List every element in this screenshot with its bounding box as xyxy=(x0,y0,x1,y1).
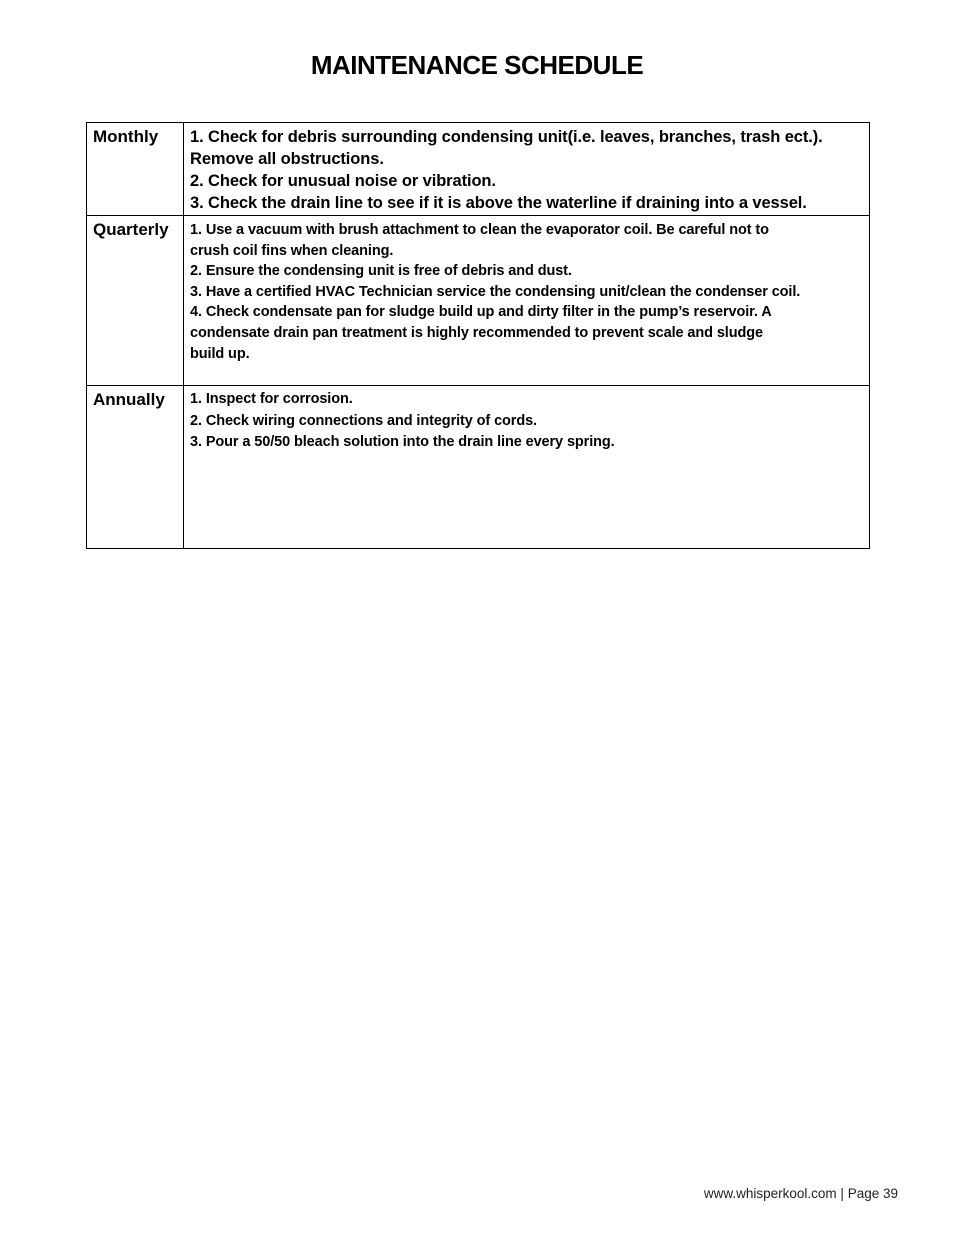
period-label-annually: Annually xyxy=(87,386,184,549)
task-list-monthly xyxy=(184,123,870,216)
period-label-quarterly: Quarterly xyxy=(87,216,184,386)
task-line: 1. Inspect for corrosion. xyxy=(190,391,353,407)
task-line: 2. Check for unusual noise or vibration. xyxy=(190,172,496,190)
maintenance-schedule-table xyxy=(86,122,870,549)
task-line: condensate drain pan treatment is highly recommended to prevent scale and sludge xyxy=(190,324,763,341)
task-line: build up. xyxy=(190,345,250,362)
task-line: 1. Use a vacuum with brush attachment to clean the evaporator coil. Be careful not to xyxy=(190,222,769,238)
task-line: 4. Check condensate pan for sludge build up and dirty filter in the pump’s reservoir. A xyxy=(190,304,772,321)
page-footer: www.whisperkool.com | Page 39 xyxy=(703,1186,898,1201)
task-line: 3. Pour a 50/50 bleach solution into the drain line every spring. xyxy=(190,434,615,450)
table-row-monthly xyxy=(87,123,870,216)
task-line: crush coil fins when cleaning. xyxy=(190,242,394,259)
table-row-quarterly xyxy=(87,216,870,386)
task-line: 3. Have a certified HVAC Technician service the condensing unit/clean the condenser coil. xyxy=(190,283,801,300)
task-line: 3. Check the drain line to see if it is above the waterline if draining into a vessel. xyxy=(190,194,807,212)
page-title: MAINTENANCE SCHEDULE xyxy=(310,50,644,80)
table-row-annually xyxy=(87,386,870,549)
task-list-quarterly xyxy=(184,216,870,386)
task-line: 1. Check for debris surrounding condensing unit(i.e. leaves, branches, trash ect.). xyxy=(190,128,823,146)
task-list-annually xyxy=(184,386,870,549)
task-line: 2. Ensure the condensing unit is free of debris and dust. xyxy=(190,263,572,280)
task-line: 2. Check wiring connections and integrity of cords. xyxy=(190,412,537,429)
period-label-monthly: Monthly xyxy=(87,123,184,216)
task-line: Remove all obstructions. xyxy=(190,150,384,168)
